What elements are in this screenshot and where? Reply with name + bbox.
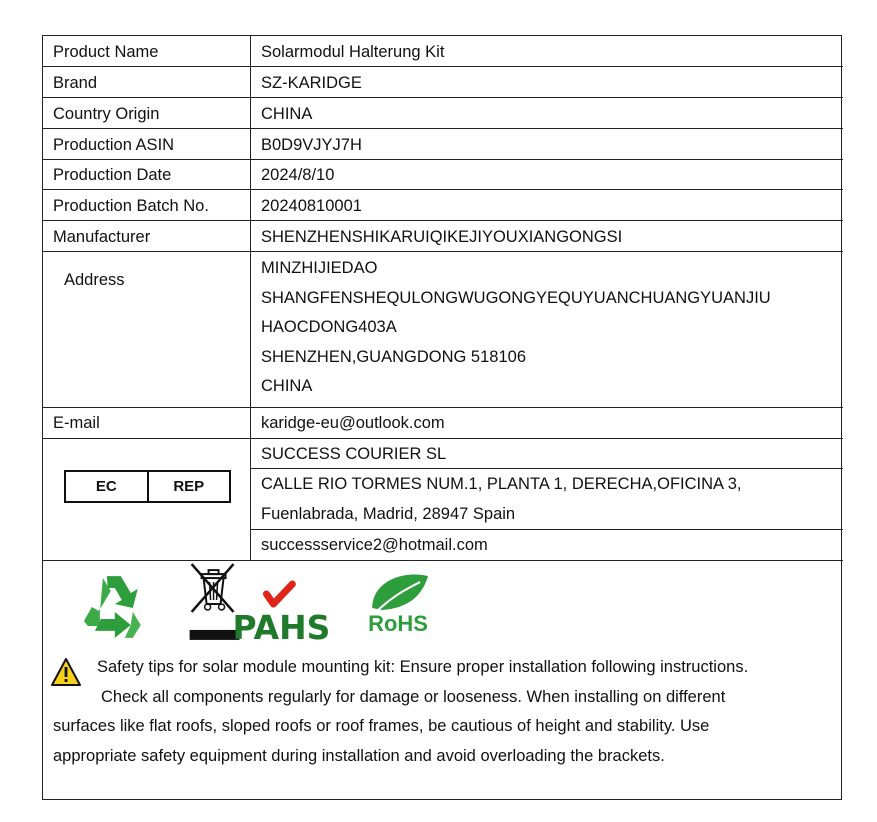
label-country-origin: Country Origin <box>53 105 160 123</box>
ec-rep-rep: REP <box>173 478 205 495</box>
value-brand: SZ-KARIDGE <box>261 74 362 92</box>
column-divider <box>250 36 251 560</box>
label-manufacturer: Manufacturer <box>53 228 151 246</box>
label-production-date: Production Date <box>53 166 172 184</box>
address-line: SHANGFENSHEQULONGWUGONGYEQUYUANCHUANGYUANJIU <box>261 288 771 307</box>
row-divider <box>43 128 843 129</box>
safety-line: appropriate safety equipment during installation and avoid overloading the brackets. <box>53 746 665 765</box>
safety-line: Safety tips for solar module mounting kit: Ensure proper installation following instructions. <box>97 658 749 676</box>
label-email: E-mail <box>53 414 100 432</box>
address-block <box>261 254 771 402</box>
value-production-date: 2024/8/10 <box>261 166 335 184</box>
value-country-origin: CHINA <box>261 105 313 123</box>
value-production-asin: B0D9VJYJ7H <box>261 136 362 154</box>
ec-rep-address-line1: CALLE RIO TORMES NUM.1, PLANTA 1, DERECHA,OFICINA 3, <box>261 475 742 493</box>
label-brand: Brand <box>53 74 98 92</box>
pahs-text: PAHS <box>232 607 331 647</box>
value-product-name: Solarmodul Halterung Kit <box>261 43 445 61</box>
safety-line: Check all components regularly for damage or looseness. When installing on different <box>101 687 726 706</box>
ec-rep-symbol <box>64 470 231 503</box>
label-product-name: Product Name <box>53 43 159 61</box>
ec-rep-ec: EC <box>95 478 117 495</box>
value-batch-number: 20240810001 <box>261 197 362 215</box>
address-line: MINZHIJIEDAO <box>261 259 378 277</box>
value-manufacturer: SHENZHENSHIKARUIQIKEJIYOUXIANGONGSI <box>261 228 623 246</box>
row-divider <box>43 97 843 98</box>
address-line: CHINA <box>261 377 313 396</box>
rohs-logo <box>368 575 428 636</box>
pahs-logo <box>233 584 331 647</box>
label-batch-number: Production Batch No. <box>53 197 209 215</box>
warning-icon <box>50 657 82 687</box>
label-production-asin: Production ASIN <box>53 136 175 154</box>
ec-rep-address-line2: Fuenlabrada, Madrid, 28947 Spain <box>261 505 516 523</box>
label-address: Address <box>64 271 125 289</box>
value-email: karidge-eu@outlook.com <box>261 414 445 432</box>
safety-tips <box>53 653 833 771</box>
ec-rep-email: successservice2@hotmail.com <box>261 536 488 554</box>
address-line: SHENZHEN,GUANGDONG 518106 <box>261 347 526 366</box>
address-line: HAOCDONG403A <box>261 318 397 337</box>
compliance-logos <box>43 560 841 650</box>
ec-rep-company: SUCCESS COURIER SL <box>261 445 447 463</box>
recycle-icon <box>84 576 141 638</box>
safety-line: surfaces like flat roofs, sloped roofs or roof frames, be cautious of height and stability. Use <box>53 717 710 736</box>
rohs-text: RoHS <box>368 610 428 636</box>
product-info-sheet <box>42 35 842 800</box>
